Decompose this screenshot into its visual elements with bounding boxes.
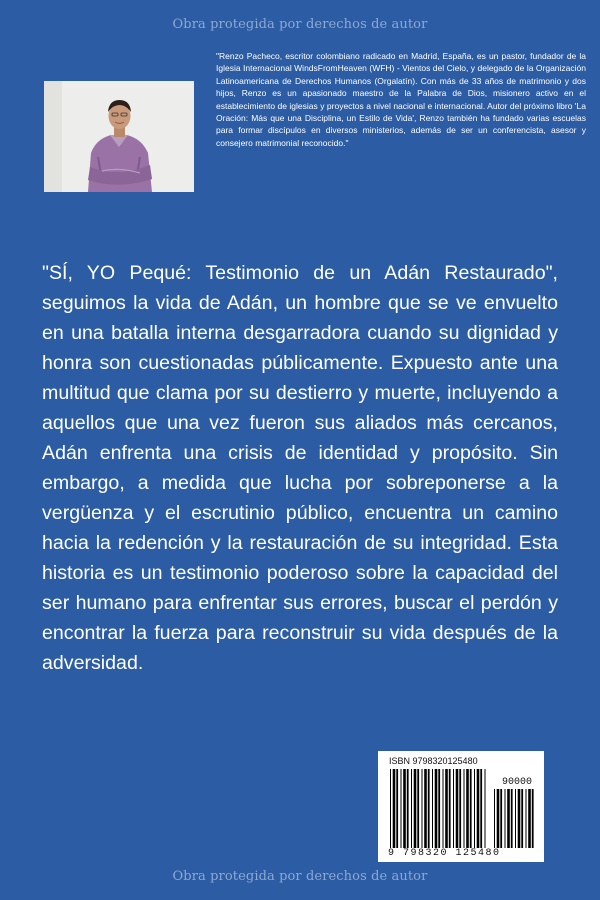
watermark-top: Obra protegida por derechos de autor [172, 17, 428, 32]
barcode-digits: 9 798320 125480 [388, 848, 501, 859]
barcode-icon [378, 751, 544, 862]
watermark-bottom: Obra protegida por derechos de autor [172, 869, 428, 884]
author-photo [44, 81, 194, 192]
isbn-label: ISBN 9798320125480 [389, 756, 478, 766]
book-synopsis: "SÍ, YO Pequé: Testimonio de un Adán Restaurado", seguimos la vida de Adán, un hombre que se ve envuelto en una batalla interna desgarradora cuando su dignidad y honra son cuestionadas públicamente. Expuesto ante una multitud que clama por su destierro y muerte, incluyendo a aquellos que una vez fueron sus aliados más cercanos, Adán enfrenta una crisis de identidad y propósito. Sin embargo, a medida que lucha por sobreponerse a la vergüenza y el escrutinio público, encuentra un camino hacia la redención y la restauración de su integridad. Esta historia es un testimonio poderoso sobre la capacidad del ser humano para enfrentar sus errores, buscar el perdón y encontrar la fuerza para reconstruir su vida después de la adversidad. [42, 262, 558, 674]
author-portrait-icon [44, 81, 194, 192]
price-code: 90000 [501, 777, 532, 788]
author-bio: "Renzo Pacheco, escritor colombiano radicado en Madrid, España, es un pastor, fundador de la Iglesia Internacional WindsFromHeaven (WFH) - Vientos del Cielo, y delegado de la Organización Latinoamericana de Derechos Humanos (Orgalatín). Con más de 33 años de matrimonio y dos hijos, Renzo es un apasionado maestro de la Palabra de Dios, misionero activo en el establecimiento de iglesias y proyectos a nivel nacional e internacional. Autor del próximo libro 'La Oración: Más que una Disciplina, un Estilo de Vida', Renzo también ha fundado varias escuelas para formar discípulos en diversos ministerios, además de ser un conferencista, asesor y consejero matrimonial reconocido." [216, 51, 586, 148]
isbn-barcode-box [378, 751, 544, 862]
